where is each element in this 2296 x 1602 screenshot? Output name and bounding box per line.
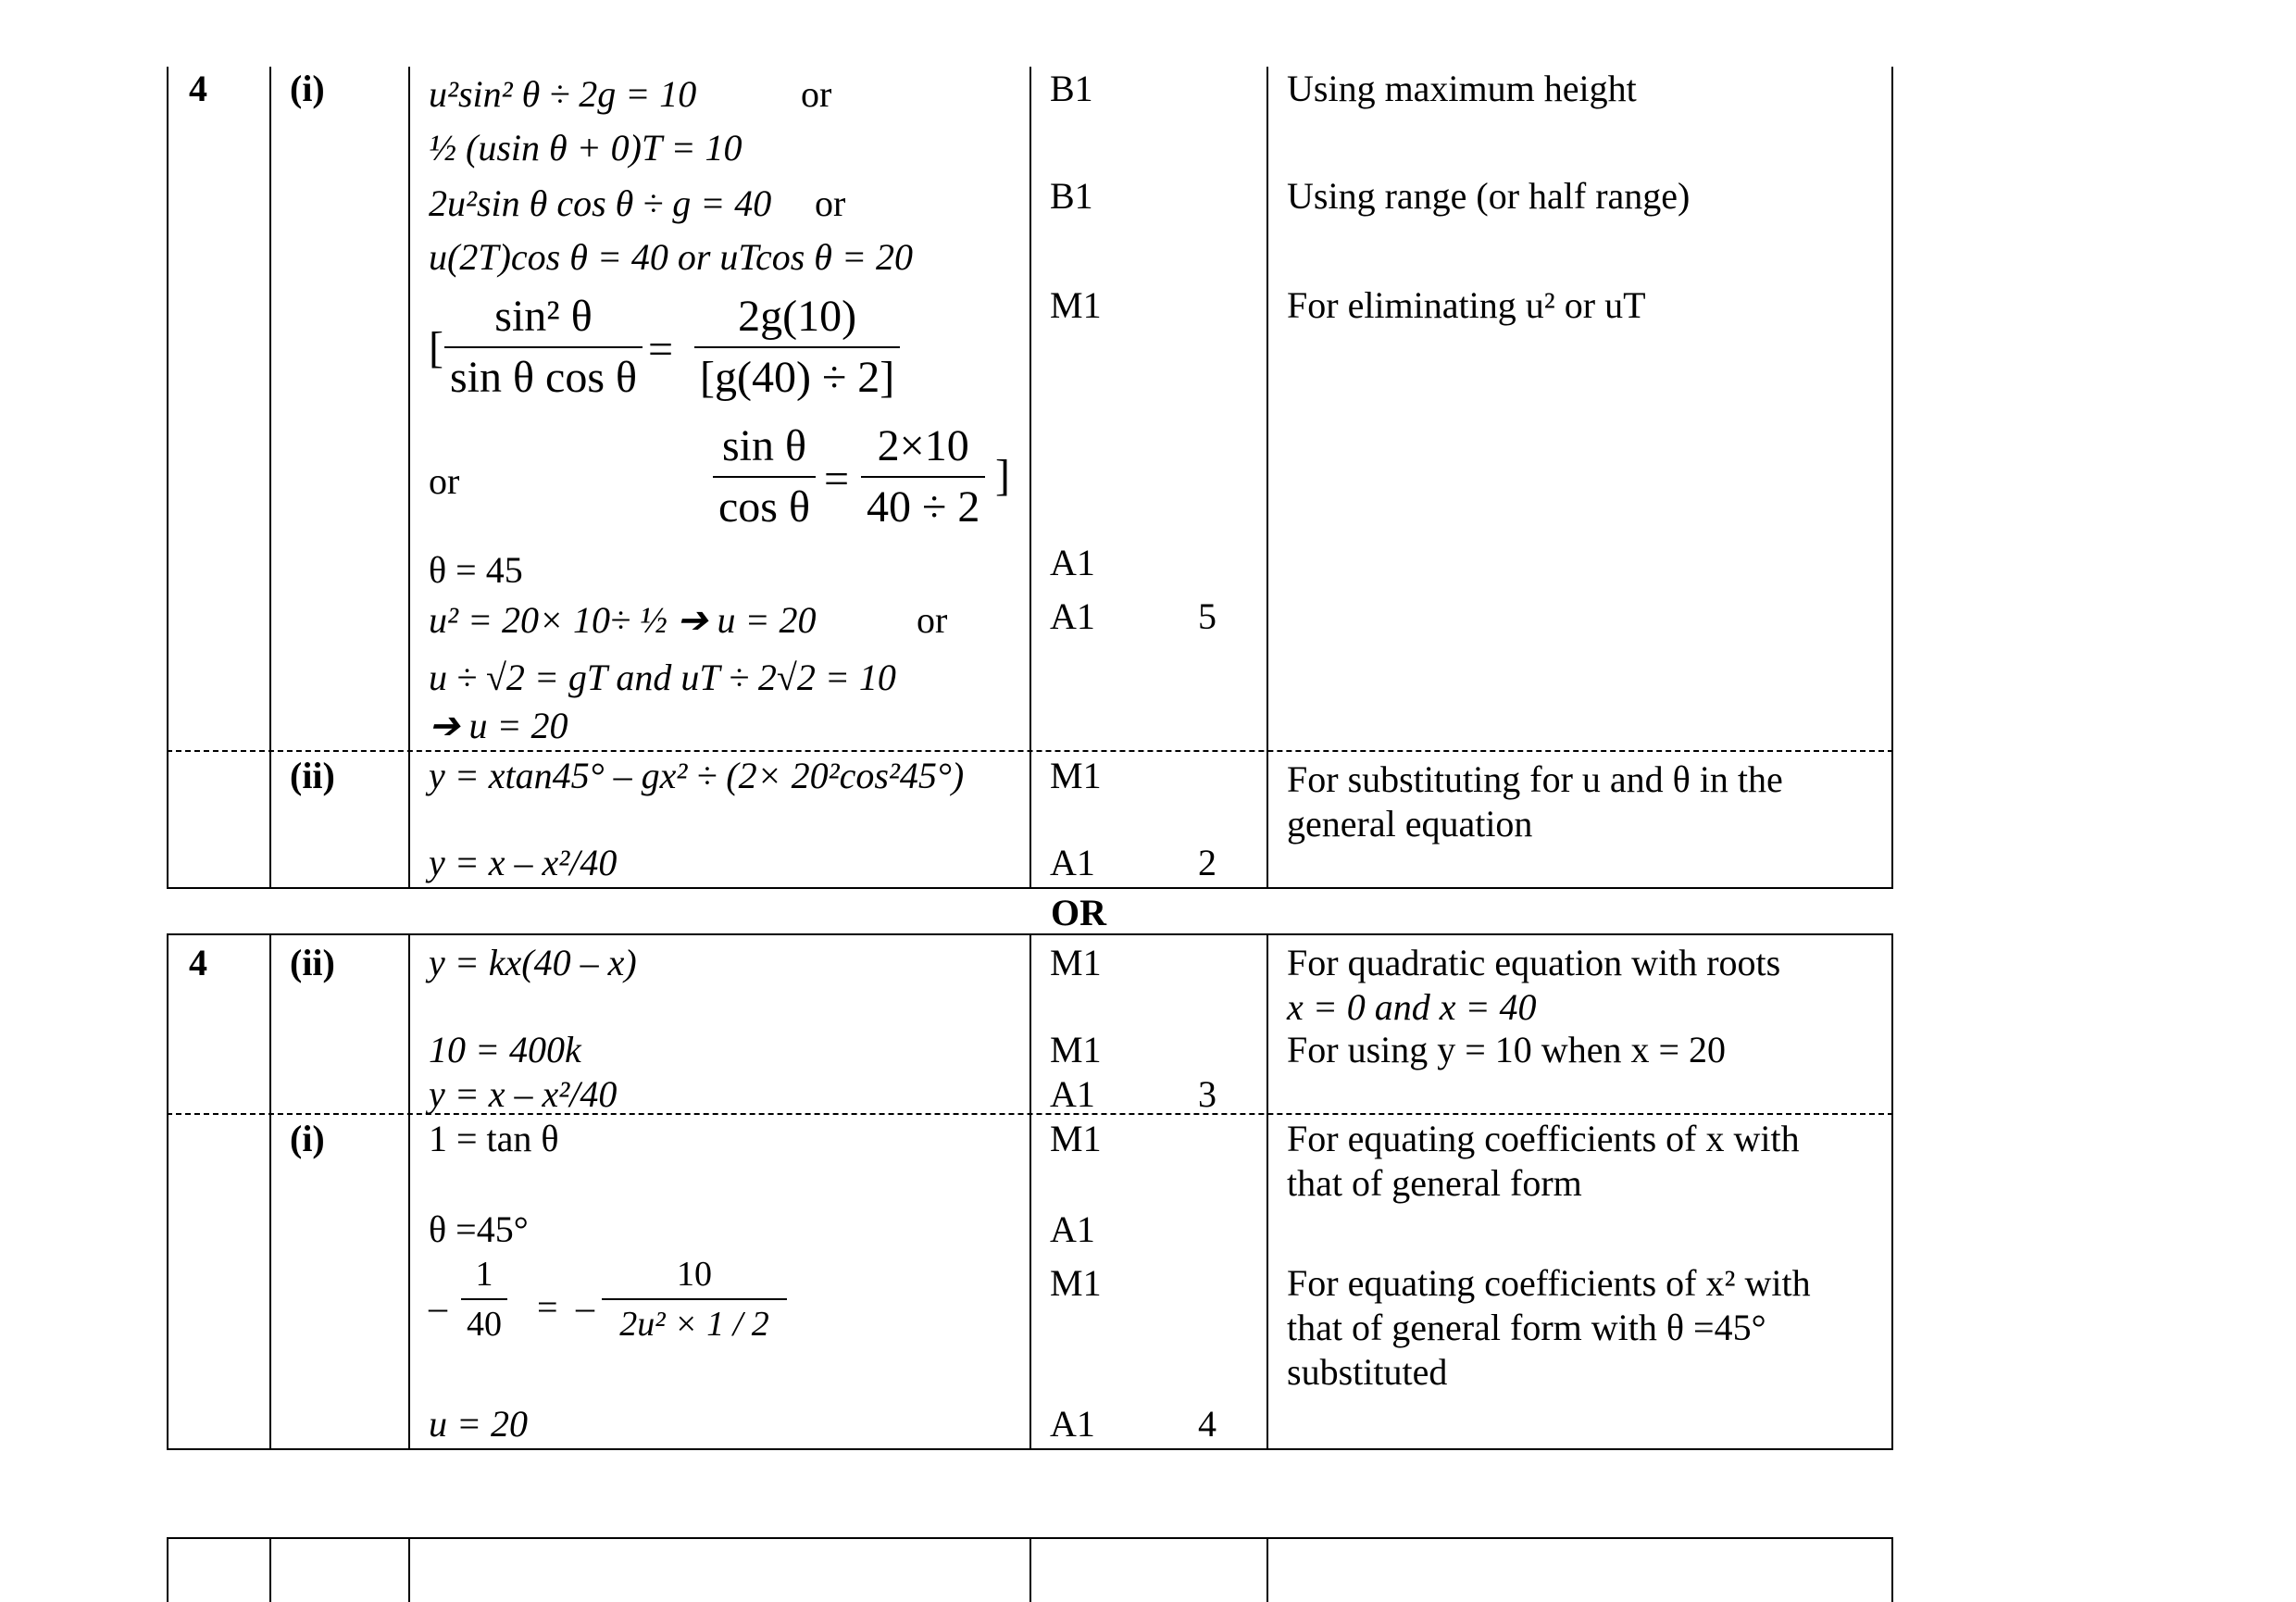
bracket-close: ]	[995, 451, 1010, 500]
remark: Using maximum height	[1287, 68, 1637, 109]
remark: For using y = 10 when x = 20	[1287, 1029, 1727, 1070]
mark-code: B1	[1050, 68, 1093, 109]
mark-total: 5	[1198, 595, 1217, 637]
working-or: or	[801, 73, 832, 115]
working-line: 1 = tan θ	[429, 1118, 559, 1159]
part-divider	[167, 750, 1893, 752]
mark-code: A1	[1050, 1403, 1095, 1445]
mark-code: A1	[1050, 1073, 1095, 1115]
remark: For equating coefficients of x² with that of general form with θ =45° substituted	[1287, 1262, 1811, 1393]
part-label-i: (i)	[290, 68, 325, 109]
mark-code: A1	[1050, 842, 1095, 883]
equals-sign: =	[537, 1286, 558, 1328]
mark-total: 2	[1198, 842, 1217, 883]
mark-code: M1	[1050, 284, 1102, 326]
question-number: 4	[189, 68, 207, 109]
mark-code: M1	[1050, 1262, 1102, 1304]
working-line: ½ (usin θ + 0)T = 10	[429, 127, 742, 169]
equals-sign: =	[648, 325, 674, 374]
remark: For substituting for u and θ in the general equation	[1287, 758, 1783, 845]
working-line: 10 = 400k	[429, 1029, 581, 1070]
working-or: or	[815, 182, 846, 224]
working-line: y = x – x²/40	[429, 842, 618, 883]
alternative-label: OR	[1051, 892, 1106, 933]
part-label-ii: (ii)	[290, 942, 335, 983]
fraction: 2g(10) [g(40) ÷ 2]	[694, 291, 900, 404]
working-line: y = xtan45° – gx² ÷ (2× 20²cos²45°)	[429, 755, 965, 796]
working-line: u = 20	[429, 1403, 528, 1445]
working-line: 2u²sin θ cos θ ÷ g = 40	[429, 182, 772, 224]
mark-code: A1	[1050, 595, 1095, 637]
equals-sign: =	[824, 455, 850, 504]
mark-total: 3	[1198, 1073, 1217, 1115]
mark-table-3-stub	[167, 1537, 1893, 1602]
part-label-i: (i)	[290, 1118, 325, 1159]
mark-code: M1	[1050, 942, 1102, 983]
remark: x = 0 and x = 40	[1287, 986, 1537, 1028]
working-or: or	[429, 460, 460, 502]
working-line: θ =45°	[429, 1208, 529, 1250]
fraction: 1 40	[461, 1254, 507, 1345]
fraction: 10 2u² × 1 / 2	[602, 1254, 787, 1345]
working-or: or	[917, 599, 948, 641]
working-line: u² = 20× 10÷ ½ ➔ u = 20	[429, 599, 817, 641]
working-line: ➔ u = 20	[429, 705, 568, 746]
working-line: u(2T)cos θ = 40 or uTcos θ = 20	[429, 236, 913, 278]
remark: For equating coefficients of x with that of general form	[1287, 1118, 1800, 1204]
mark-code: M1	[1050, 755, 1102, 796]
working-line: y = x – x²/40	[429, 1073, 618, 1115]
fraction: sin² θ sin θ cos θ	[444, 291, 643, 404]
mark-table-1	[167, 67, 1893, 889]
mark-code: A1	[1050, 542, 1095, 583]
working-line: u ÷ √2 = gT and uT ÷ 2√2 = 10	[429, 657, 896, 698]
working-line: y = kx(40 – x)	[429, 942, 637, 983]
fraction: sin θ cos θ	[713, 420, 816, 533]
mark-total: 4	[1198, 1403, 1217, 1445]
remark: Using range (or half range)	[1287, 175, 1691, 217]
working-line: u²sin² θ ÷ 2g = 10	[429, 73, 697, 115]
remark: For quadratic equation with roots	[1287, 942, 1781, 983]
mark-code: B1	[1050, 175, 1093, 217]
minus-sign: –	[576, 1286, 594, 1328]
part-divider	[167, 1113, 1893, 1115]
remark: For eliminating u² or uT	[1287, 284, 1646, 326]
question-number: 4	[189, 942, 207, 983]
bracket-open: [	[429, 323, 443, 372]
mark-code: M1	[1050, 1118, 1102, 1159]
fraction: 2×10 40 ÷ 2	[861, 420, 985, 533]
mark-code: M1	[1050, 1029, 1102, 1070]
part-label-ii: (ii)	[290, 755, 335, 796]
mark-table-2	[167, 933, 1893, 1450]
mark-code: A1	[1050, 1208, 1095, 1250]
minus-sign: –	[429, 1286, 447, 1328]
working-line: θ = 45	[429, 549, 523, 591]
